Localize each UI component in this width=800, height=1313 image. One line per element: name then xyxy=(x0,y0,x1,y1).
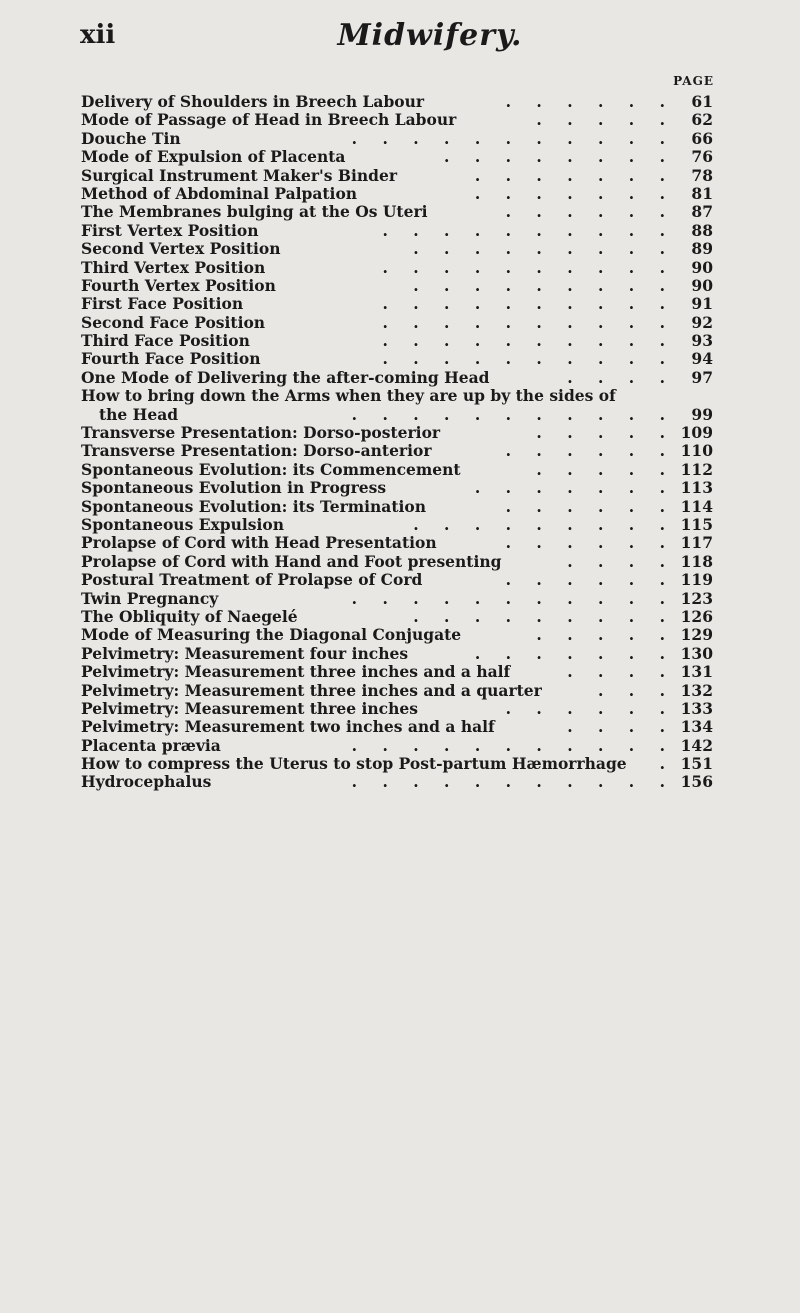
entry-title: Hydrocephalus xyxy=(81,772,212,792)
dot-leader: . . . . . . . xyxy=(474,183,675,203)
dot-leader: . . . . . . xyxy=(505,202,675,222)
entry-page-number: 90 xyxy=(691,275,713,295)
list-item xyxy=(81,203,731,221)
entry-page-number: 97 xyxy=(691,367,713,387)
entry-title: How to bring down the Arms when they are up by the sides of xyxy=(81,386,616,406)
list-item xyxy=(81,222,731,240)
entry-title: Pelvimetry: Measurement four inches xyxy=(81,643,409,663)
list-item xyxy=(81,111,731,129)
entry-page-number: 115 xyxy=(680,514,713,534)
entry-title: Spontaneous Expulsion xyxy=(81,514,284,534)
list-item xyxy=(81,277,731,295)
dot-leader: . . . . . . . xyxy=(474,643,675,663)
dot-leader: . . . . . . . . . . . xyxy=(351,128,675,148)
list-item xyxy=(81,314,731,332)
list-item xyxy=(81,167,731,185)
entry-title: Twin Pregnancy xyxy=(81,588,219,608)
entry-title: Second Face Position xyxy=(81,312,266,332)
dot-leader: . . . . . xyxy=(536,423,675,443)
list-item xyxy=(81,590,731,608)
list-item xyxy=(81,700,731,718)
dot-leader: . . . . . . xyxy=(505,533,675,553)
entry-title: Spontaneous Evolution: its Termination xyxy=(81,496,427,516)
entry-page-number: 78 xyxy=(691,165,713,185)
entry-title: Delivery of Shoulders in Breech Labour xyxy=(81,92,425,111)
list-item xyxy=(81,516,731,534)
list-item xyxy=(81,479,731,497)
entry-page-number: 112 xyxy=(680,459,713,479)
entry-page-number: 62 xyxy=(691,110,713,130)
dot-leader: . . . . xyxy=(567,367,675,387)
entry-title: Prolapse of Cord with Hand and Foot presenting xyxy=(81,551,502,571)
dot-leader: . . . . . . . xyxy=(474,165,675,185)
dot-leader: . . . . . . xyxy=(505,441,675,461)
entry-title: Third Vertex Position xyxy=(81,257,266,277)
entry-page-number: 88 xyxy=(691,220,713,240)
list-item xyxy=(81,773,731,791)
dot-leader: . . . . . . . . . xyxy=(413,514,675,534)
entry-title: Pelvimetry: Measurement three inches xyxy=(81,698,418,718)
list-item xyxy=(81,332,731,350)
entry-page-number: 156 xyxy=(680,772,713,792)
list-item xyxy=(81,442,731,460)
entry-page-number: 151 xyxy=(680,754,713,774)
dot-leader: . . . . . . . . . . . xyxy=(351,588,675,608)
list-item xyxy=(81,663,731,681)
dot-leader: . . . . . . . . . xyxy=(413,606,675,626)
entry-page-number: 89 xyxy=(691,239,713,259)
entry-page-number: 129 xyxy=(680,625,713,645)
entry-title: Transverse Presentation: Dorso-anterior xyxy=(81,441,432,461)
list-item xyxy=(81,406,731,424)
dot-leader: . . . . . . . . . xyxy=(413,275,675,295)
dot-leader: . . . . . . . . . . xyxy=(382,349,675,369)
list-item xyxy=(81,682,731,700)
entry-page-number: 126 xyxy=(680,606,713,626)
entry-title: The Obliquity of Naegelé xyxy=(81,606,298,626)
entry-page-number: 90 xyxy=(691,257,713,277)
entry-title: Method of Abdominal Palpation xyxy=(81,183,358,203)
list-item xyxy=(81,553,731,571)
entry-page-number: 142 xyxy=(680,735,713,755)
illustrations-list xyxy=(81,93,731,792)
dot-leader: . . . . . . . . . . . xyxy=(351,404,675,424)
dot-leader: . . . . . . . xyxy=(474,478,675,498)
list-item xyxy=(81,737,731,755)
list-item xyxy=(81,369,731,387)
dot-leader: . . . . . xyxy=(536,110,675,130)
entry-title: First Vertex Position xyxy=(81,220,259,240)
running-title: Midwifery. xyxy=(337,18,523,53)
list-item xyxy=(81,93,731,111)
dot-leader: . . . . xyxy=(567,551,675,571)
list-item xyxy=(81,626,731,644)
entry-page-number: 66 xyxy=(691,128,713,148)
entry-title: Mode of Expulsion of Placenta xyxy=(81,147,346,167)
entry-title: Pelvimetry: Measurement three inches and a half xyxy=(81,662,511,682)
entry-title: the Head xyxy=(99,404,179,424)
entry-page-number: 123 xyxy=(680,588,713,608)
list-item xyxy=(81,130,731,148)
dot-leader: . . . . xyxy=(567,662,675,682)
page-folio: xii xyxy=(80,20,116,50)
list-item xyxy=(81,148,731,166)
dot-leader: . . . . . . . . . . xyxy=(382,220,675,240)
list-item xyxy=(81,718,731,736)
dot-leader: . . . . . . xyxy=(505,92,675,111)
dot-leader: . xyxy=(659,754,675,774)
dot-leader: . . . . . . xyxy=(505,496,675,516)
page-column-heading: PAGE xyxy=(673,74,714,88)
entry-page-number: 132 xyxy=(680,680,713,700)
entry-title: Placenta prævia xyxy=(81,735,221,755)
entry-title: Prolapse of Cord with Head Presentation xyxy=(81,533,437,553)
entry-page-number: 130 xyxy=(680,643,713,663)
entry-title: The Membranes bulging at the Os Uteri xyxy=(81,202,428,222)
entry-page-number: 134 xyxy=(680,717,713,737)
entry-title: Fourth Face Position xyxy=(81,349,261,369)
dot-leader: . . . . . . xyxy=(505,698,675,718)
entry-title: How to compress the Uterus to stop Post-partum Hæmorrhage xyxy=(81,754,627,774)
list-item xyxy=(81,534,731,552)
entry-title: Pelvimetry: Measurement three inches and a quarter xyxy=(81,680,542,700)
list-item xyxy=(81,240,731,258)
entry-title: Douche Tin xyxy=(81,128,181,148)
list-item xyxy=(81,571,731,589)
entry-page-number: 133 xyxy=(680,698,713,718)
entry-title: Spontaneous Evolution in Progress xyxy=(81,478,387,498)
list-item xyxy=(81,645,731,663)
dot-leader: . . . . . xyxy=(536,459,675,479)
entry-page-number: 81 xyxy=(691,183,713,203)
entry-page-number: 118 xyxy=(680,551,713,571)
dot-leader: . . . . . . . . . . xyxy=(382,331,675,351)
entry-title: Postural Treatment of Prolapse of Cord xyxy=(81,570,423,590)
entry-title: Mode of Measuring the Diagonal Conjugate xyxy=(81,625,462,645)
dot-leader: . . . . xyxy=(567,717,675,737)
entry-page-number: 61 xyxy=(691,92,713,111)
entry-title: First Face Position xyxy=(81,294,244,314)
entry-title: Transverse Presentation: Dorso-posterior xyxy=(81,423,441,443)
entry-page-number: 99 xyxy=(691,404,713,424)
entry-page-number: 109 xyxy=(680,423,713,443)
dot-leader: . . . . . . . . xyxy=(444,147,675,167)
entry-page-number: 92 xyxy=(691,312,713,332)
dot-leader: . . . . . . . . . . . xyxy=(351,735,675,755)
entry-page-number: 113 xyxy=(680,478,713,498)
entry-page-number: 91 xyxy=(691,294,713,314)
list-item xyxy=(81,259,731,277)
dot-leader: . . . . . . . . . xyxy=(413,239,675,259)
list-item xyxy=(81,295,731,313)
entry-title: Pelvimetry: Measurement two inches and a half xyxy=(81,717,495,737)
entry-page-number: 131 xyxy=(680,662,713,682)
entry-page-number: 117 xyxy=(680,533,713,553)
list-item xyxy=(81,185,731,203)
entry-page-number: 119 xyxy=(680,570,713,590)
dot-leader: . . . . . xyxy=(536,625,675,645)
list-item xyxy=(81,387,731,405)
entry-page-number: 94 xyxy=(691,349,713,369)
entry-title: Surgical Instrument Maker's Binder xyxy=(81,165,398,185)
entry-title: One Mode of Delivering the after-coming Head xyxy=(81,367,490,387)
entry-title: Spontaneous Evolution: its Commencement xyxy=(81,459,461,479)
entry-page-number: 114 xyxy=(680,496,713,516)
dot-leader: . . . . . . . . . . xyxy=(382,312,675,332)
dot-leader: . . . . . . . . . . xyxy=(382,294,675,314)
entry-title: Fourth Vertex Position xyxy=(81,275,276,295)
entry-page-number: 76 xyxy=(691,147,713,167)
list-item xyxy=(81,350,731,368)
entry-page-number: 110 xyxy=(680,441,713,461)
list-item xyxy=(81,755,731,773)
entry-page-number: 93 xyxy=(691,331,713,351)
dot-leader: . . . xyxy=(598,680,675,700)
list-item xyxy=(81,608,731,626)
list-item xyxy=(81,424,731,442)
dot-leader: . . . . . . . . . . xyxy=(382,257,675,277)
list-item xyxy=(81,498,731,516)
entry-title: Second Vertex Position xyxy=(81,239,281,259)
entry-page-number: 87 xyxy=(691,202,713,222)
dot-leader: . . . . . . xyxy=(505,570,675,590)
list-item xyxy=(81,461,731,479)
dot-leader: . . . . . . . . . . . xyxy=(351,772,675,792)
entry-title: Mode of Passage of Head in Breech Labour xyxy=(81,110,457,130)
entry-title: Third Face Position xyxy=(81,331,250,351)
page-header xyxy=(80,14,780,62)
